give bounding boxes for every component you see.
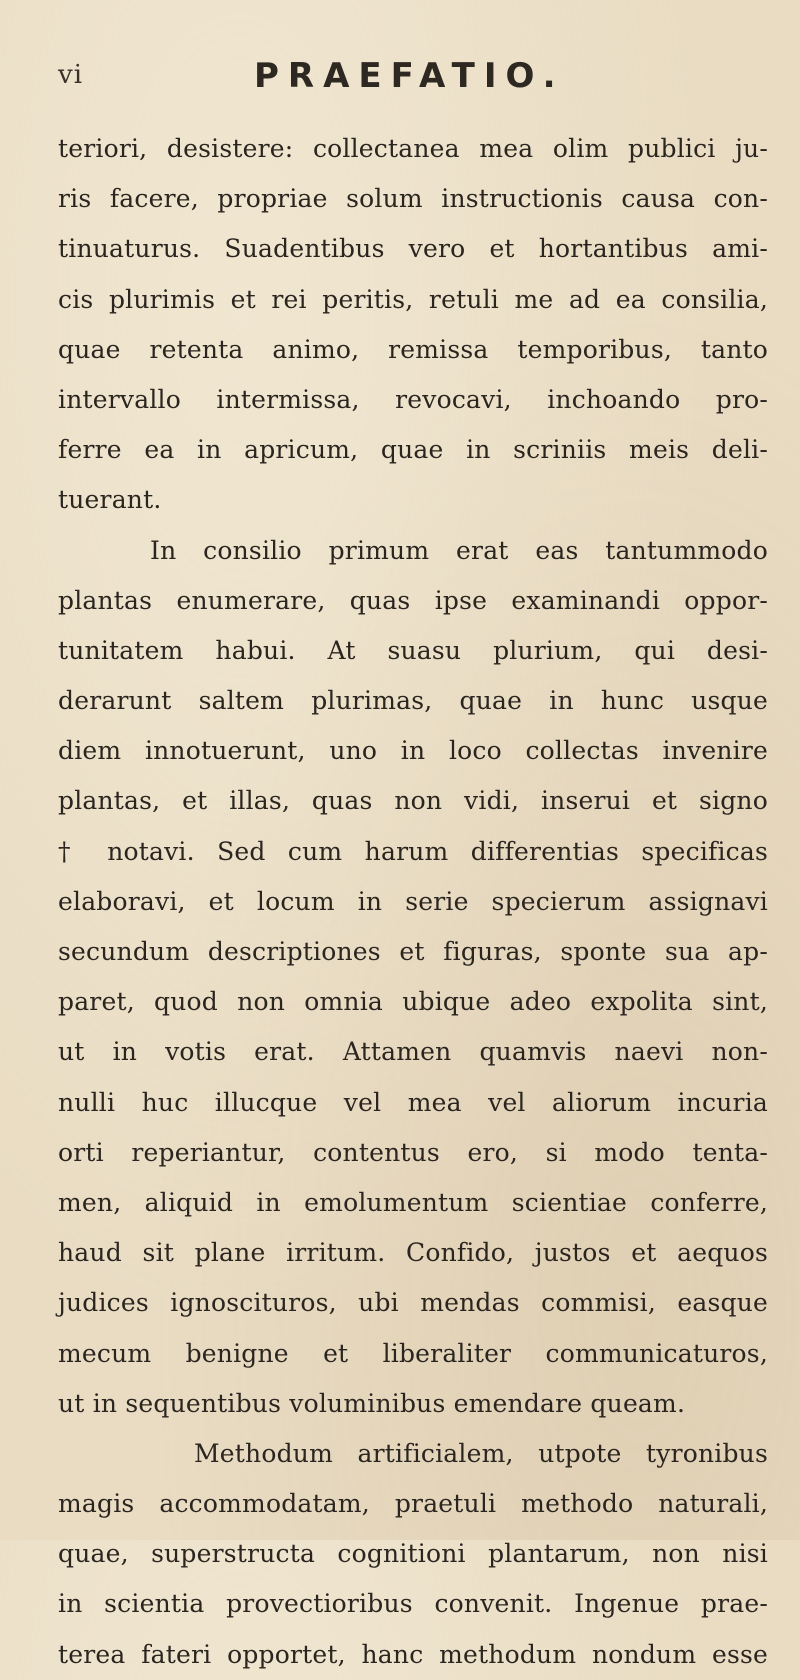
text-line: orti reperiantur, contentus ero, si modo tenta- — [58, 1137, 768, 1167]
paragraph-start-line: In consilio primum erat eas tantummodo — [150, 535, 768, 565]
text-line: tinuaturus. Suadentibus vero et hortantibus ami- — [58, 234, 768, 264]
text-line: quae, superstructa cognitioni plantarum, non nisi — [58, 1539, 768, 1569]
text-line: intervallo intermissa, revocavi, inchoando pro- — [58, 384, 768, 414]
text-line: ris facere, propriae solum instructionis causa con- — [58, 184, 768, 214]
text-line: ut in sequentibus voluminibus emendare queam. — [58, 1388, 686, 1418]
text-line: terea fateri opportet, hanc methodum nondum esse — [58, 1639, 768, 1669]
text-line: † notavi. Sed cum harum differentias specificas — [58, 836, 768, 866]
running-head: PRAEFATIO. — [254, 56, 565, 96]
text-line: diem innotuerunt, uno in loco collectas invenire — [58, 736, 768, 766]
text-line: quae retenta animo, remissa temporibus, tanto — [58, 334, 768, 364]
text-line: teriori, desistere: collectanea mea olim publici ju- — [58, 134, 768, 163]
text-line: paret, quod non omnia ubique adeo expolita sint, — [58, 987, 768, 1017]
body-text — [58, 124, 768, 1680]
text-line: plantas, et illas, quas non vidi, inserui et signo — [58, 786, 768, 816]
text-line: secundum descriptiones et figuras, sponte sua ap- — [58, 937, 768, 966]
text-line: tunitatem habui. At suasu plurium, qui desi- — [58, 635, 768, 665]
text-line: judices ignoscituros, ubi mendas commisi, easque — [58, 1288, 768, 1318]
text-line: ut in votis erat. Attamen quamvis naevi non- — [58, 1037, 768, 1067]
text-line: nulli huc illucque vel mea vel aliorum incuria — [58, 1087, 768, 1117]
text-line: elaboravi, et locum in serie specierum assignavi — [58, 886, 768, 916]
text-line: cis plurimis et rei peritis, retuli me ad ea consilia, — [58, 284, 768, 314]
text-line: tuerant. — [58, 485, 162, 515]
text-line: derarunt saltem plurimas, quae in hunc usque — [58, 686, 768, 716]
paragraph-start-line: Methodum artificialem, utpote tyronibus — [194, 1438, 768, 1468]
text-line: plantas enumerare, quas ipse examinandi oppor- — [58, 585, 768, 615]
text-line: men, aliquid in emolumentum scientiae conferre, — [58, 1187, 768, 1217]
text-line: haud sit plane irritum. Confido, justos et aequos — [58, 1238, 768, 1268]
text-line: in scientia provectioribus convenit. Ingenue prae- — [58, 1589, 768, 1619]
text-line: ferre ea in apricum, quae in scriniis meis deli- — [58, 435, 768, 465]
text-line: magis accommodatam, praetuli methodo naturali, — [58, 1489, 768, 1519]
page-header — [58, 56, 758, 96]
text-line: mecum benigne et liberaliter communicaturos, — [58, 1338, 768, 1368]
page-number: vi — [58, 60, 84, 90]
